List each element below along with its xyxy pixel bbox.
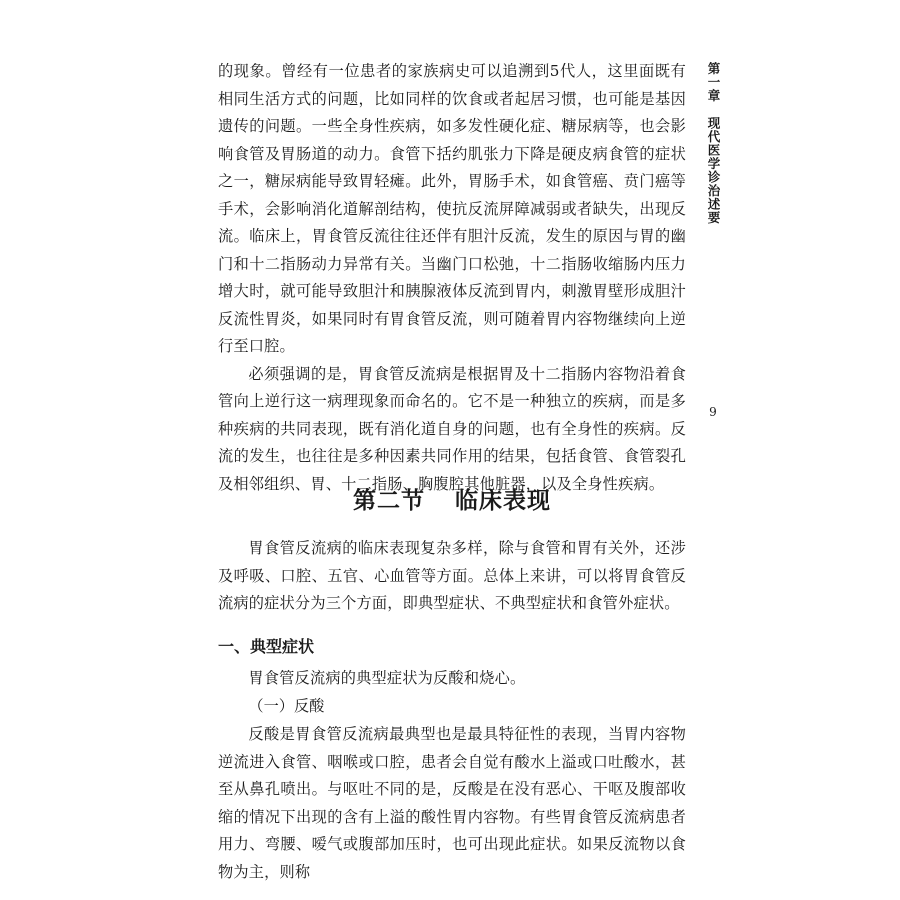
book-title: 现代医学诊治述要 [706, 116, 721, 225]
page-number: 9 [709, 405, 717, 419]
subsection-heading: 一、典型症状 [218, 636, 315, 656]
paragraph-continued: 的现象。曾经有一位患者的家族病史可以追溯到5代人，这里面既有相同生活方式的问题，比如同样的饮食或者起居习惯，也可能是基因遗传的问题。一些全身性疾病，如多发性硬化症、糖尿病等，也会影响食管及胃肠道的动力。食管下括约肌张力下降是硬皮病食管的症状之一，糖尿病能导致胃轻瘫。此外，胃肠手术，如食管癌、贲门癌等手术，会影响消化道解剖结构，使抗反流屏障减弱或者缺失，出现反流。临床上，胃食管反流往往还伴有胆汁反流，发生的原因与胃的幽门和十二指肠动力异常有关。当幽门口松弛，十二指肠收缩肠内压力增大时，就可能导致胆汁和胰腺液体反流到胃内，刺激胃壁形成胆汁反流性胃炎，如果同时有胃食管反流，则可随着胃内容物继续向上逆行至口腔。 [218, 62, 686, 355]
section-body [218, 535, 686, 886]
subsection-intro: 胃食管反流病的典型症状为反酸和烧心。 [248, 668, 526, 687]
paragraph: 反酸是胃食管反流病最典型也是最具特征性的表现，当胃内容物逆流进入食管、咽喉或口腔，患者会自觉有酸水上溢或口吐酸水，甚至从鼻孔喷出。与呕吐不同的是，反酸是在没有恶心、干呕及腹部收缩的情况下出现的含有上溢的酸性胃内容物。有些胃食管反流病患者用力、弯腰、嗳气或腹部加压时，也可出现此症状。如果反流物以食物为主，则称 [218, 725, 686, 881]
section-title [218, 482, 686, 515]
sub-subsection-heading: （一）反酸 [248, 697, 325, 715]
section-intro-paragraph: 胃食管反流病的临床表现复杂多样，除与食管和胃有关外，还涉及呼吸、口腔、五官、心血管等方面。总体上来讲，可以将胃食管反流病的症状分为三个方面，即典型症状、不典型症状和食管外症状。 [218, 539, 686, 612]
top-text-block [218, 58, 686, 498]
section-number: 第二节 [353, 487, 425, 514]
paragraph: 必须强调的是，胃食管反流病是根据胃及十二指肠内容物沿着食管向上逆行这一病理现象而命名的。它不是一种独立的疾病，而是多种疾病的共同表现，既有消化道自身的问题，也有全身性的疾病。反流的发生，也往往是多种因素共同作用的结果，包括食管、食管裂孔及相邻组织、胃、十二指肠、胸腹腔其他脏器，以及全身性疾病。 [218, 364, 686, 493]
section-name: 临床表现 [455, 487, 551, 514]
chapter-label: 第一章 [706, 62, 721, 103]
running-header [706, 62, 721, 225]
